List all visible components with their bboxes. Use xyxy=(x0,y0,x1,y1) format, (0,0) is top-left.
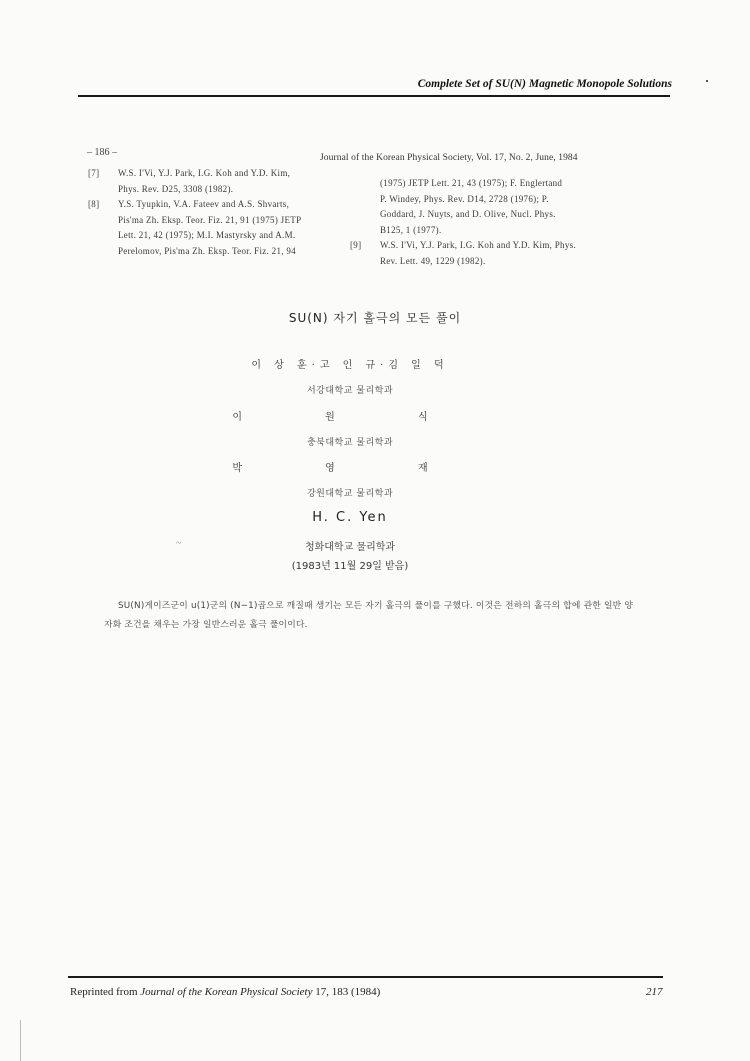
reference-item xyxy=(88,197,358,259)
reference-line: Lett. 21, 42 (1975); M.I. Mastyrsky and A.M. xyxy=(118,230,296,240)
reference-line: (1975) JETP Lett. 21, 43 (1975); F. Englertand xyxy=(380,178,563,188)
abstract-text: SU(N)게이즈군이 u(1)군의 (N−1)곱으로 깨질때 생기는 모든 자기 홀극의 풀이를 구했다. 이것은 전하의 홀극의 합에 관한 일반 양자화 조건을 채우는 가장 일반스러운 홀극 풀이이다. xyxy=(104,601,634,630)
reference-line: P. Windey, Phys. Rev. D14, 2728 (1976); P. xyxy=(380,193,549,204)
references-left-column xyxy=(88,166,358,259)
running-title: Complete Set of SU(N) Magnetic Monopole Solutions xyxy=(417,78,672,90)
reference-number: [8] xyxy=(88,199,100,209)
author-3: 박 영 재 xyxy=(232,463,468,474)
received-date: (1983년 11월 29일 받음) xyxy=(291,561,409,572)
reference-line: Phys. Rev. D25, 3308 (1982). xyxy=(118,183,234,194)
scan-mark: ~ xyxy=(176,538,182,549)
author-4: H. C. Yen xyxy=(312,510,388,525)
original-page-number: – 186 – xyxy=(87,147,117,158)
reference-line: Goddard, J. Nuyts, and D. Olive, Nucl. Phys. xyxy=(380,209,556,219)
reference-line: Perelomov, Pis'ma Zh. Eksp. Teor. Fiz. 21, 94 xyxy=(118,245,296,256)
reference-number: [9] xyxy=(350,240,362,250)
abstract xyxy=(104,597,634,635)
reference-item xyxy=(88,166,358,197)
journal-citation: Journal of the Korean Physical Society, Vol. 17, No. 2, June, 1984 xyxy=(320,153,578,163)
reference-line: Rev. Lett. 49, 1229 (1982). xyxy=(380,255,486,266)
korean-title: SU(N) 자기 홀극의 모든 풀이 xyxy=(288,311,462,325)
reference-continuation xyxy=(364,176,664,238)
author-2: 이 원 식 xyxy=(232,412,468,423)
reprint-prefix: Reprinted from xyxy=(70,986,141,998)
reference-item xyxy=(350,238,664,269)
reprint-journal: Journal of the Korean Physical Society xyxy=(140,986,313,998)
reprint-notice xyxy=(70,986,380,998)
affiliation-2: 충북대학교 물리학과 xyxy=(306,438,394,448)
affiliation-4: 청화대학교 물리학과 xyxy=(304,542,396,553)
scan-speck xyxy=(706,80,708,82)
footer-rule xyxy=(68,976,663,978)
reprint-suffix: 17, 183 (1984) xyxy=(312,986,381,998)
references-right-column xyxy=(350,176,664,269)
scan-edge xyxy=(20,1020,21,1061)
header-rule xyxy=(78,95,670,97)
reference-line: Y.S. Tyupkin, V.A. Fateev and A.S. Shvarts, xyxy=(118,199,290,209)
reference-line: B125, 1 (1977). xyxy=(380,224,442,235)
affiliation-1: 서강대학교 물리학과 xyxy=(306,386,394,396)
reference-line: W.S. I'Vi, Y.J. Park, I.G. Koh and Y.D. Kim, Phys. xyxy=(380,240,577,250)
page-number: 217 xyxy=(646,986,663,998)
affiliation-3: 강원대학교 물리학과 xyxy=(306,489,394,499)
reference-number: [7] xyxy=(88,168,100,178)
authors-line-1: 이 상 훈·고 인 규·김 일 덕 xyxy=(251,360,449,371)
reference-line: Pis'ma Zh. Eksp. Teor. Fiz. 21, 91 (1975) JETP xyxy=(118,214,302,225)
reference-line: W.S. I'Vi, Y.J. Park, I.G. Koh and Y.D. Kim, xyxy=(118,168,291,178)
